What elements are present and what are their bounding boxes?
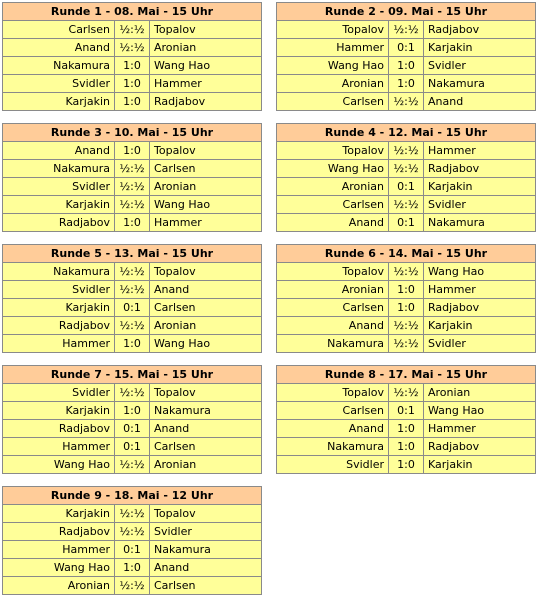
black-player: Carlsen [154,440,196,453]
game-row [277,455,535,473]
result: 1:0 [389,281,424,298]
black-player: Radjabov [428,162,480,175]
game-row [277,384,535,401]
black-player: Wang Hao [154,198,211,211]
black-player: Karjakin [428,458,473,471]
black-player: Svidler [428,198,466,211]
white-player: Karjakin [3,505,115,522]
game-row [277,38,535,56]
round-table-2 [276,2,536,111]
game-row [3,74,261,92]
white-player: Nakamura [3,263,115,280]
game-row [3,298,261,316]
black-player: Svidler [428,337,466,350]
black-player: Carlsen [154,162,196,175]
round-title: Runde 5 - 13. Mai - 15 Uhr [3,245,261,263]
result: ½:½ [115,39,150,56]
black-player: Nakamura [154,404,211,417]
round-title: Runde 8 - 17. Mai - 15 Uhr [277,366,535,384]
game-row [277,177,535,195]
black-player: Wang Hao [154,337,211,350]
result: 1:0 [389,57,424,74]
result: ½:½ [389,263,424,280]
white-player: Svidler [277,456,389,473]
white-player: Wang Hao [3,456,115,473]
game-row [3,38,261,56]
black-player: Aronian [154,180,197,193]
game-row [277,56,535,74]
white-player: Svidler [3,281,115,298]
game-row [277,419,535,437]
black-player: Topalov [154,507,196,520]
result: ½:½ [389,93,424,110]
white-player: Karjakin [3,93,115,110]
game-row [277,437,535,455]
white-player: Wang Hao [277,57,389,74]
white-player: Hammer [277,39,389,56]
white-player: Radjabov [3,523,115,540]
result: ½:½ [389,384,424,401]
result: 1:0 [389,456,424,473]
white-player: Anand [277,420,389,437]
result: ½:½ [389,21,424,38]
game-row [3,195,261,213]
white-player: Karjakin [3,299,115,316]
black-player: Hammer [154,216,202,229]
game-row [3,576,261,594]
result: 0:1 [115,299,150,316]
result: 1:0 [115,57,150,74]
game-row [3,401,261,419]
white-player: Karjakin [3,402,115,419]
white-player: Aronian [277,75,389,92]
black-player: Anand [428,95,464,108]
black-player: Hammer [154,77,202,90]
result: ½:½ [115,21,150,38]
round-table-3 [2,123,262,232]
white-player: Hammer [3,335,115,352]
white-player: Wang Hao [277,160,389,177]
result: 0:1 [389,178,424,195]
result: 1:0 [115,214,150,231]
white-player: Topalov [277,142,389,159]
black-player: Aronian [428,386,471,399]
white-player: Radjabov [3,317,115,334]
game-row [3,21,261,38]
black-player: Hammer [428,283,476,296]
round-title: Runde 2 - 09. Mai - 15 Uhr [277,3,535,21]
black-player: Radjabov [154,95,206,108]
black-player: Aronian [154,458,197,471]
black-player: Wang Hao [428,404,485,417]
result: ½:½ [389,317,424,334]
white-player: Anand [3,39,115,56]
result: 1:0 [115,335,150,352]
black-player: Svidler [428,59,466,72]
black-player: Radjabov [428,23,480,36]
game-row [3,92,261,110]
game-row [277,316,535,334]
round-table-4 [276,123,536,232]
result: 1:0 [389,438,424,455]
white-player: Wang Hao [3,559,115,576]
result: 0:1 [115,438,150,455]
black-player: Hammer [428,422,476,435]
black-player: Carlsen [154,301,196,314]
result: ½:½ [115,196,150,213]
round-title: Runde 3 - 10. Mai - 15 Uhr [3,124,261,142]
game-row [3,419,261,437]
game-row [277,334,535,352]
white-player: Svidler [3,178,115,195]
game-row [3,159,261,177]
result: 0:1 [389,39,424,56]
result: 0:1 [389,402,424,419]
game-row [277,159,535,177]
white-player: Svidler [3,384,115,401]
white-player: Carlsen [277,402,389,419]
white-player: Nakamura [277,438,389,455]
game-row [3,540,261,558]
round-title: Runde 9 - 18. Mai - 12 Uhr [3,487,261,505]
result: ½:½ [115,317,150,334]
game-row [277,195,535,213]
result: ½:½ [389,335,424,352]
result: ½:½ [115,384,150,401]
white-player: Anand [3,142,115,159]
black-player: Wang Hao [154,59,211,72]
white-player: Hammer [3,438,115,455]
white-player: Carlsen [277,299,389,316]
game-row [277,21,535,38]
game-row [3,142,261,159]
round-title: Runde 7 - 15. Mai - 15 Uhr [3,366,261,384]
white-player: Aronian [277,281,389,298]
black-player: Carlsen [154,579,196,592]
black-player: Svidler [154,525,192,538]
game-row [277,401,535,419]
game-row [277,298,535,316]
result: 1:0 [389,75,424,92]
white-player: Radjabov [3,420,115,437]
round-table-5 [2,244,262,353]
game-row [277,92,535,110]
black-player: Nakamura [154,543,211,556]
white-player: Nakamura [3,57,115,74]
white-player: Topalov [277,263,389,280]
round-table-8 [276,365,536,474]
black-player: Nakamura [428,216,485,229]
result: ½:½ [389,160,424,177]
round-title: Runde 4 - 12. Mai - 15 Uhr [277,124,535,142]
game-row [3,334,261,352]
game-row [3,522,261,540]
result: ½:½ [115,505,150,522]
round-table-6 [276,244,536,353]
game-row [3,384,261,401]
black-player: Karjakin [428,180,473,193]
round-table-7 [2,365,262,474]
game-row [3,56,261,74]
white-player: Carlsen [277,93,389,110]
round-title: Runde 1 - 08. Mai - 15 Uhr [3,3,261,21]
result: 1:0 [115,402,150,419]
game-row [3,437,261,455]
white-player: Topalov [277,21,389,38]
game-row [3,213,261,231]
black-player: Topalov [154,144,196,157]
result: 1:0 [115,142,150,159]
round-title: Runde 6 - 14. Mai - 15 Uhr [277,245,535,263]
white-player: Radjabov [3,214,115,231]
white-player: Hammer [3,541,115,558]
white-player: Nakamura [277,335,389,352]
result: 0:1 [115,420,150,437]
white-player: Anand [277,214,389,231]
result: 1:0 [389,299,424,316]
black-player: Anand [154,283,190,296]
result: ½:½ [115,281,150,298]
black-player: Topalov [154,265,196,278]
result: ½:½ [115,263,150,280]
black-player: Aronian [154,319,197,332]
game-row [277,280,535,298]
white-player: Nakamura [3,160,115,177]
result: 0:1 [389,214,424,231]
game-row [3,316,261,334]
black-player: Anand [154,561,190,574]
result: 1:0 [115,559,150,576]
white-player: Karjakin [3,196,115,213]
black-player: Wang Hao [428,265,485,278]
game-row [3,263,261,280]
black-player: Nakamura [428,77,485,90]
black-player: Karjakin [428,41,473,54]
result: 1:0 [389,420,424,437]
result: ½:½ [115,178,150,195]
result: 0:1 [115,541,150,558]
game-row [3,280,261,298]
result: ½:½ [389,196,424,213]
result: ½:½ [115,160,150,177]
game-row [3,505,261,522]
white-player: Carlsen [3,21,115,38]
white-player: Svidler [3,75,115,92]
round-table-9 [2,486,262,595]
result: 1:0 [115,75,150,92]
black-player: Radjabov [428,440,480,453]
black-player: Topalov [154,23,196,36]
game-row [277,263,535,280]
white-player: Carlsen [277,196,389,213]
black-player: Aronian [154,41,197,54]
black-player: Karjakin [428,319,473,332]
result: ½:½ [115,456,150,473]
round-table-1 [2,2,262,111]
result: ½:½ [115,577,150,594]
game-row [3,177,261,195]
black-player: Topalov [154,386,196,399]
black-player: Hammer [428,144,476,157]
white-player: Topalov [277,384,389,401]
game-row [3,558,261,576]
result: ½:½ [115,523,150,540]
white-player: Aronian [277,178,389,195]
result: 1:0 [115,93,150,110]
game-row [277,74,535,92]
white-player: Aronian [3,577,115,594]
black-player: Anand [154,422,190,435]
result: ½:½ [389,142,424,159]
game-row [277,142,535,159]
white-player: Anand [277,317,389,334]
black-player: Radjabov [428,301,480,314]
game-row [3,455,261,473]
game-row [277,213,535,231]
